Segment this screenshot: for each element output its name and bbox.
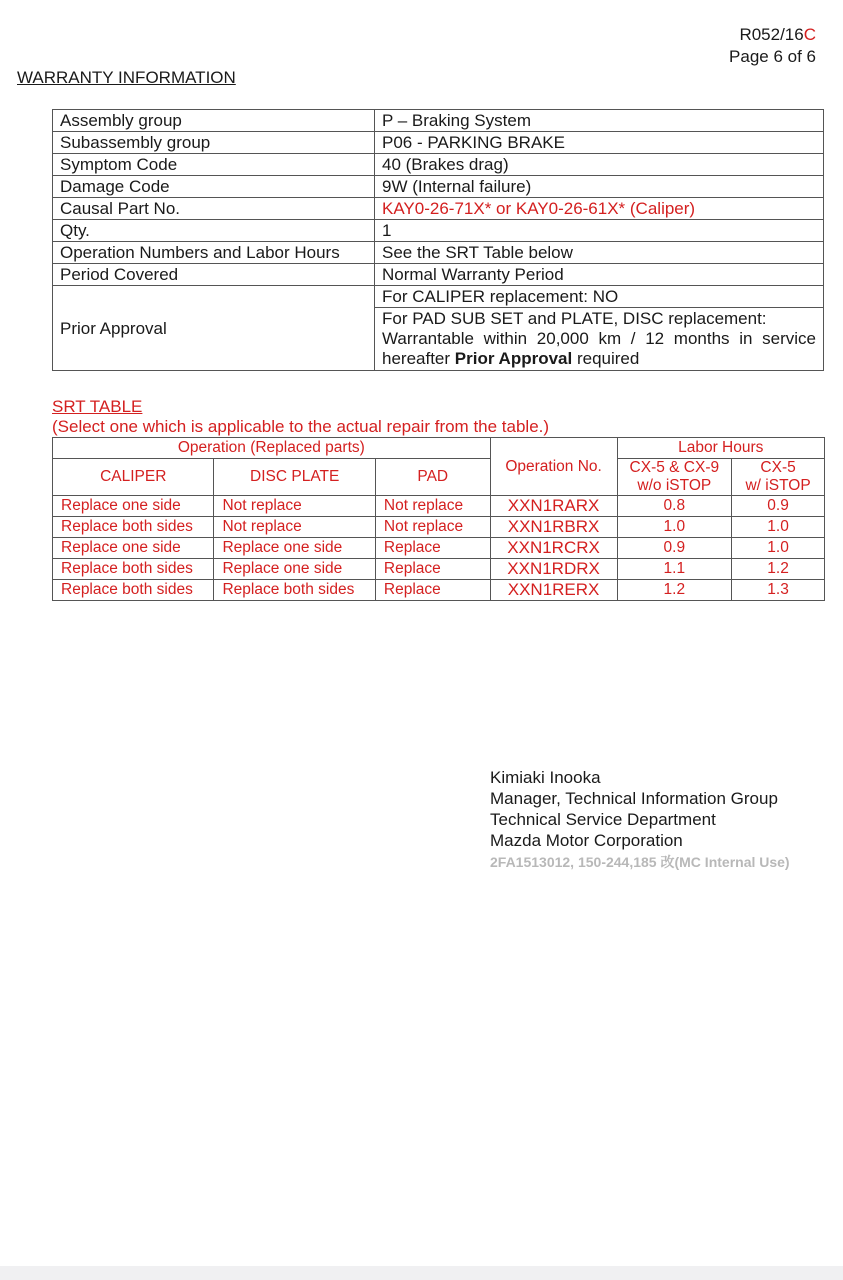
page-number: Page 6 of 6 bbox=[729, 47, 816, 66]
srt-hours-cx5-istop-cell: 1.2 bbox=[732, 559, 825, 580]
srt-caliper-cell: Replace one side bbox=[53, 538, 214, 559]
srt-group-labor: Labor Hours bbox=[617, 438, 825, 459]
signatory-company: Mazda Motor Corporation bbox=[490, 831, 683, 850]
warranty-row bbox=[53, 264, 824, 286]
srt-caliper-cell: Replace one side bbox=[53, 496, 214, 517]
srt-pad-cell: Replace bbox=[375, 580, 490, 601]
document-reference bbox=[729, 24, 816, 68]
signatory-department: Technical Service Department bbox=[490, 810, 716, 829]
srt-row bbox=[53, 580, 825, 601]
internal-use-code: 2FA1513012, 150-244,185 改(MC Internal Use) bbox=[490, 854, 790, 870]
srt-pad-cell: Replace bbox=[375, 559, 490, 580]
srt-operation-no-cell: XXN1RARX bbox=[490, 496, 617, 517]
signatory-title: Manager, Technical Information Group bbox=[490, 789, 778, 808]
warranty-value: KAY0-26-71X* or KAY0-26-61X* (Caliper) bbox=[375, 198, 824, 220]
srt-operation-no-cell: XXN1RCRX bbox=[490, 538, 617, 559]
prior-approval-line-c: hereafter Prior Approval required bbox=[382, 349, 640, 368]
warranty-value: P – Braking System bbox=[375, 110, 824, 132]
srt-table bbox=[52, 437, 825, 601]
srt-hours-cx5-cx9-cell: 0.8 bbox=[617, 496, 732, 517]
warranty-row bbox=[53, 110, 824, 132]
warranty-row-prior-approval bbox=[53, 286, 824, 308]
prior-approval-emphasis: Prior Approval bbox=[454, 349, 573, 368]
srt-subtitle: (Select one which is applicable to the actual repair from the table.) bbox=[52, 417, 550, 436]
warranty-label: Subassembly group bbox=[53, 132, 375, 154]
srt-row bbox=[53, 496, 825, 517]
prior-approval-label: Prior Approval bbox=[53, 286, 375, 371]
warranty-value: 1 bbox=[375, 220, 824, 242]
warranty-label: Qty. bbox=[53, 220, 375, 242]
srt-hours-cx5-istop-cell: 1.3 bbox=[732, 580, 825, 601]
warranty-row bbox=[53, 154, 824, 176]
warranty-label: Causal Part No. bbox=[53, 198, 375, 220]
warranty-row bbox=[53, 132, 824, 154]
warranty-label: Damage Code bbox=[53, 176, 375, 198]
signatory-name: Kimiaki Inooka bbox=[490, 768, 601, 787]
srt-hours-cx5-cx9-cell: 0.9 bbox=[617, 538, 732, 559]
srt-disc-cell: Replace both sides bbox=[214, 580, 375, 601]
srt-pad-cell: Replace bbox=[375, 538, 490, 559]
srt-group-operation: Operation (Replaced parts) bbox=[53, 438, 491, 459]
srt-caliper-cell: Replace both sides bbox=[53, 559, 214, 580]
srt-disc-cell: Replace one side bbox=[214, 559, 375, 580]
srt-operation-no-cell: XXN1RDRX bbox=[490, 559, 617, 580]
srt-caliper-cell: Replace both sides bbox=[53, 517, 214, 538]
warranty-value: Normal Warranty Period bbox=[375, 264, 824, 286]
prior-approval-caliper: For CALIPER replacement: NO bbox=[375, 286, 824, 308]
warranty-value: See the SRT Table below bbox=[375, 242, 824, 264]
bottom-bar bbox=[0, 1266, 843, 1280]
srt-operation-no-cell: XXN1RBRX bbox=[490, 517, 617, 538]
srt-col-operation-no: Operation No. bbox=[490, 438, 617, 496]
prior-approval-line-a: For PAD SUB SET and PLATE, DISC replacement: bbox=[382, 309, 767, 328]
srt-caliper-cell: Replace both sides bbox=[53, 580, 214, 601]
srt-title: SRT TABLE bbox=[52, 397, 143, 416]
srt-hours-cx5-istop-cell: 1.0 bbox=[732, 517, 825, 538]
warranty-value: 9W (Internal failure) bbox=[375, 176, 824, 198]
prior-approval-pad-disc bbox=[375, 308, 824, 371]
srt-disc-cell: Not replace bbox=[214, 517, 375, 538]
warranty-label: Symptom Code bbox=[53, 154, 375, 176]
srt-hours-cx5-istop-cell: 0.9 bbox=[732, 496, 825, 517]
section-title: WARRANTY INFORMATION bbox=[17, 68, 236, 87]
srt-disc-cell: Not replace bbox=[214, 496, 375, 517]
revision-letter: C bbox=[803, 25, 816, 44]
warranty-row bbox=[53, 242, 824, 264]
warranty-value: P06 - PARKING BRAKE bbox=[375, 132, 824, 154]
srt-hours-cx5-cx9-cell: 1.2 bbox=[617, 580, 732, 601]
reference-number: R052/16C bbox=[739, 25, 816, 44]
srt-hours-cx5-cx9-cell: 1.0 bbox=[617, 517, 732, 538]
warranty-row bbox=[53, 198, 824, 220]
srt-pad-cell: Not replace bbox=[375, 517, 490, 538]
warranty-table bbox=[52, 109, 824, 371]
warranty-label: Period Covered bbox=[53, 264, 375, 286]
srt-title-block bbox=[52, 397, 549, 437]
prior-approval-line-b: Warrantable within 20,000 km / 12 months in service bbox=[382, 329, 816, 348]
warranty-row bbox=[53, 176, 824, 198]
srt-col-cx5-istop: CX-5 w/ iSTOP bbox=[732, 459, 825, 496]
srt-col-pad: PAD bbox=[375, 459, 490, 496]
warranty-label: Operation Numbers and Labor Hours bbox=[53, 242, 375, 264]
srt-col-caliper: CALIPER bbox=[53, 459, 214, 496]
srt-disc-cell: Replace one side bbox=[214, 538, 375, 559]
srt-hours-cx5-cx9-cell: 1.1 bbox=[617, 559, 732, 580]
srt-row bbox=[53, 559, 825, 580]
srt-operation-no-cell: XXN1RERX bbox=[490, 580, 617, 601]
warranty-value: 40 (Brakes drag) bbox=[375, 154, 824, 176]
srt-row bbox=[53, 538, 825, 559]
warranty-label: Assembly group bbox=[53, 110, 375, 132]
srt-col-disc-plate: DISC PLATE bbox=[214, 459, 375, 496]
srt-col-cx5-cx9: CX-5 & CX-9 w/o iSTOP bbox=[617, 459, 732, 496]
signature-block bbox=[490, 767, 790, 873]
srt-hours-cx5-istop-cell: 1.0 bbox=[732, 538, 825, 559]
warranty-row bbox=[53, 220, 824, 242]
srt-pad-cell: Not replace bbox=[375, 496, 490, 517]
srt-row bbox=[53, 517, 825, 538]
